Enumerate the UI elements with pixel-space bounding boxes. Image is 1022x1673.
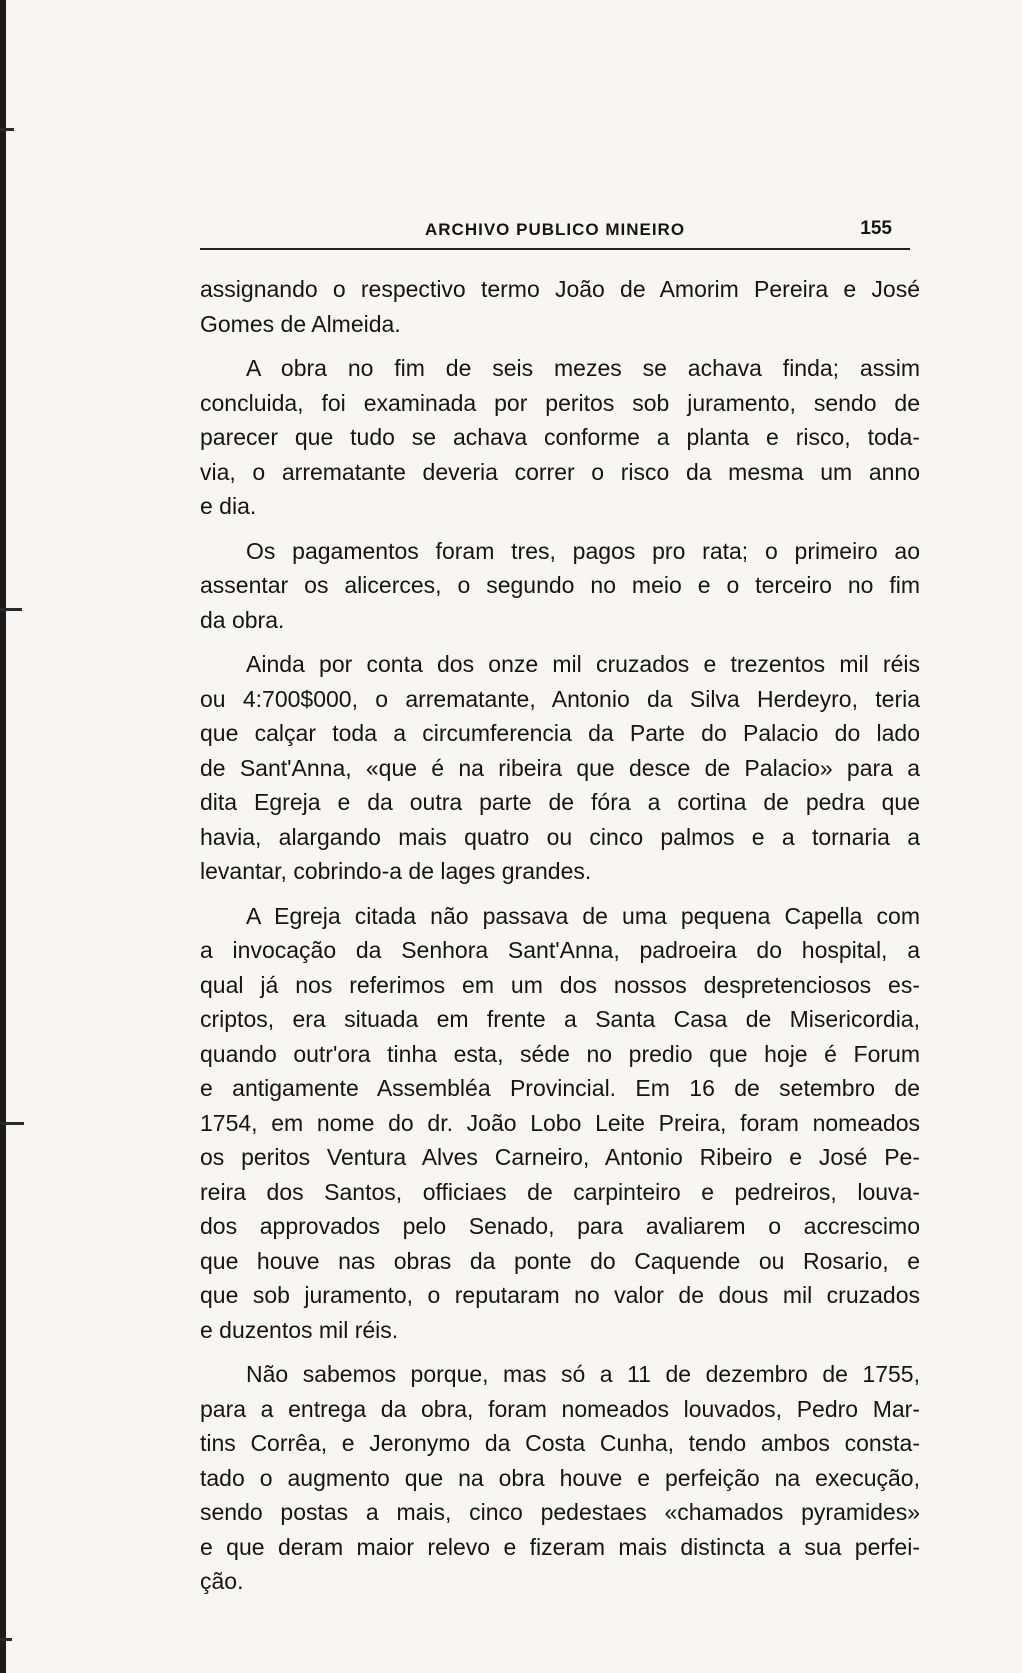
- text-line: a invocação da Senhora Sant'Anna, padroeira do hospital, a: [200, 937, 920, 963]
- text-line: A Egreja citada não passava de uma pequena Capella com: [246, 902, 920, 929]
- text-line: assentar os alicerces, o segundo no meio e o terceiro no fim: [200, 572, 920, 598]
- text-line: sendo postas a mais, cinco pedestaes «chamados pyramides»: [200, 1499, 920, 1525]
- text-line: os peritos Ventura Alves Carneiro, Antonio Ribeiro e José Pe-: [200, 1144, 920, 1170]
- text-line: e antigamente Assembléa Provincial. Em 16 de setembro de: [200, 1075, 920, 1101]
- text-line: que calçar toda a circumferencia da Parte do Palacio do lado: [200, 720, 920, 746]
- text-line: Ainda por conta dos onze mil cruzados e trezentos mil réis: [246, 651, 920, 677]
- text-line: levantar, cobrindo-a de lages grandes.: [200, 858, 592, 884]
- text-line: ou 4:700$000, o arrematante, Antonio da Silva Herdeyro, teria: [200, 685, 920, 712]
- text-line: reira dos Santos, officiaes de carpinteiro e pedreiros, louva-: [200, 1178, 920, 1205]
- text-line: qual já nos referimos em um dos nossos despretenciosos es-: [200, 971, 920, 998]
- header-rule: [200, 248, 910, 250]
- page-number: 155: [860, 218, 892, 239]
- text-line: Não sabemos porque, mas só a 11 de dezembro de 1755,: [246, 1361, 920, 1387]
- text-line: 1754, em nome do dr. João Lobo Leite Preira, foram nomeados: [200, 1109, 920, 1136]
- scan-mark: [0, 1638, 12, 1641]
- scan-left-edge: [0, 0, 6, 1673]
- text-line: tado o augmento que na obra houve e perfeição na execução,: [200, 1464, 920, 1491]
- text-line: parecer que tudo se achava conforme a planta e risco, toda-: [200, 424, 920, 450]
- body-text: [200, 272, 920, 1599]
- paragraph-gap: [200, 341, 920, 351]
- text-line: para a entrega da obra, foram nomeados louvados, Pedro Mar-: [200, 1395, 920, 1422]
- text-line: e que deram maior relevo e fizeram mais distincta a sua perfei-: [200, 1533, 920, 1560]
- text-line: A obra no fim de seis mezes se achava finda; assim: [246, 355, 920, 381]
- text-line: e dia.: [200, 493, 257, 519]
- text-line: da obra.: [200, 606, 285, 633]
- text-line: dita Egreja e da outra parte de fóra a cortina de pedra que: [200, 789, 920, 815]
- text-line: criptos, era situada em frente a Santa Casa de Misericordia,: [200, 1006, 920, 1032]
- paragraph-gap: [200, 1347, 920, 1357]
- text-line: Gomes de Almeida.: [200, 310, 401, 337]
- text-line: que houve nas obras da ponte do Caquende ou Rosario, e: [200, 1247, 920, 1274]
- text-line: tins Corrêa, e Jeronymo da Costa Cunha, tendo ambos consta-: [200, 1430, 920, 1456]
- text-line: Os pagamentos foram tres, pagos pro rata; o primeiro ao: [246, 537, 920, 564]
- text-line: dos approvados pelo Senado, para avaliarem o accrescimo: [200, 1213, 920, 1239]
- text-line: ção.: [200, 1568, 244, 1594]
- paragraph-gap: [200, 524, 920, 534]
- text-line: concluida, foi examinada por peritos sob juramento, sendo de: [200, 389, 920, 416]
- text-line: havia, alargando mais quatro ou cinco palmos e a tornaria a: [200, 823, 920, 850]
- text-line: quando outr'ora tinha esta, séde no predio que hoje é Forum: [200, 1040, 920, 1067]
- scan-mark: [0, 608, 22, 611]
- text-line: e duzentos mil réis.: [200, 1316, 399, 1343]
- text-line: via, o arrematante deveria correr o risco da mesma um anno: [200, 458, 920, 485]
- scan-mark: [0, 1122, 24, 1125]
- text-line: assignando o respectivo termo João de Amorim Pereira e José: [200, 276, 920, 302]
- text-line: de Sant'Anna, «que é na ribeira que desce de Palacio» para a: [200, 754, 920, 781]
- text-line: que sob juramento, o reputaram no valor de dous mil cruzados: [200, 1282, 920, 1308]
- scan-mark: [0, 128, 14, 131]
- running-title: ARCHIVO PUBLICO MINEIRO: [425, 220, 686, 239]
- paragraph-gap: [200, 889, 920, 899]
- page-header: [200, 214, 920, 248]
- paragraph-gap: [200, 637, 920, 647]
